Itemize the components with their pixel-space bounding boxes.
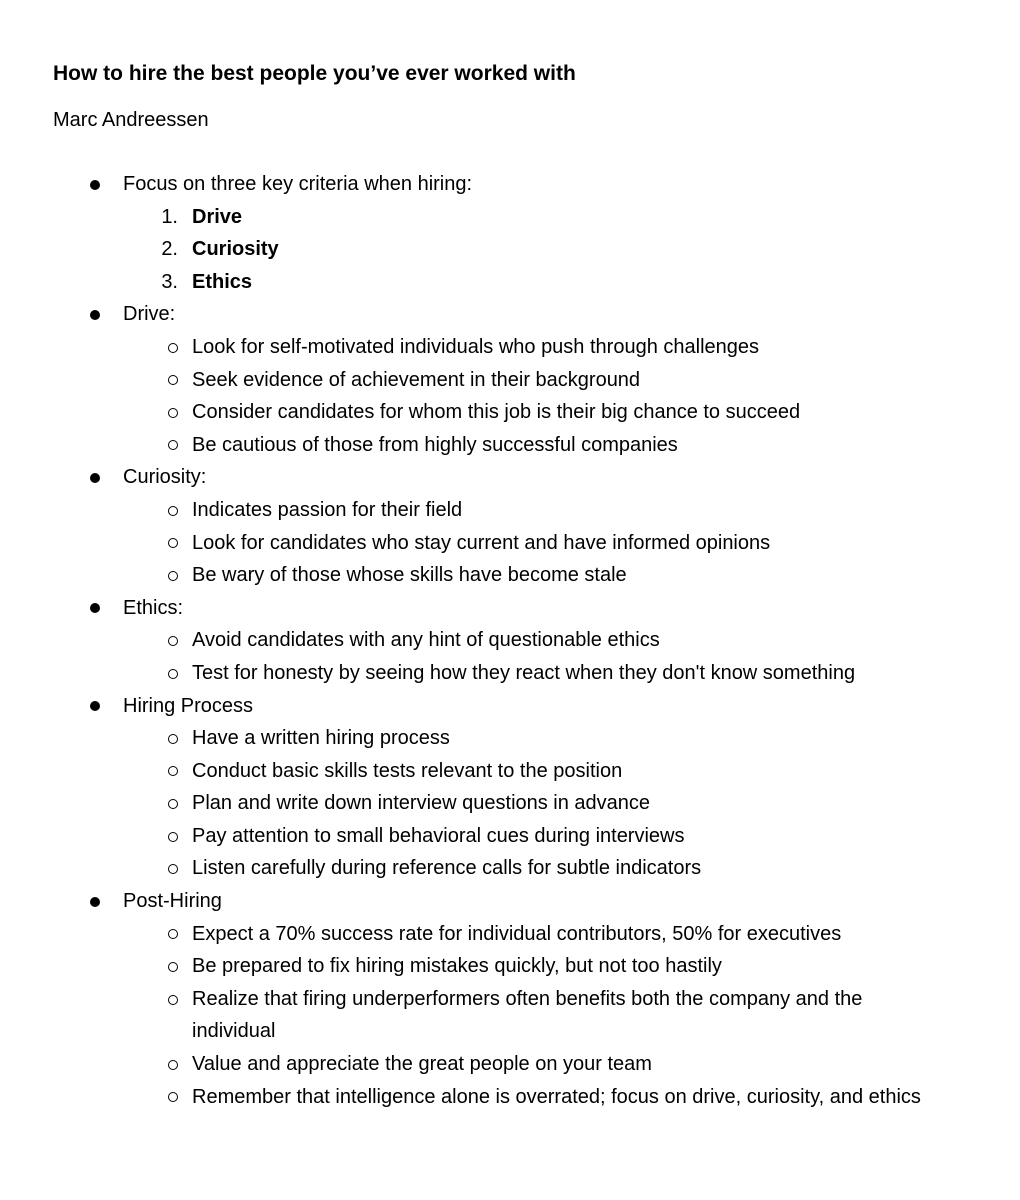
sub-item-text: Value and appreciate the great people on your team bbox=[192, 1053, 652, 1076]
sub-bullet-item bbox=[0, 787, 1020, 820]
sub-item-text: Listen carefully during reference calls for subtle indicators bbox=[192, 857, 702, 880]
bullet-item-text: Post-Hiring bbox=[123, 890, 222, 913]
sub-bullet-item bbox=[0, 1048, 1020, 1081]
list-number: 2. bbox=[161, 238, 178, 261]
list-number: 3. bbox=[161, 270, 178, 293]
bullet-ring-icon bbox=[150, 364, 178, 397]
bullet-item bbox=[0, 690, 1020, 723]
bullet-ring-icon bbox=[150, 950, 178, 983]
sub-item-text: Test for honesty by seeing how they react when they don't know something bbox=[192, 661, 856, 684]
bullet-ring-icon bbox=[150, 755, 178, 788]
outline-list bbox=[0, 168, 1020, 1146]
bullet-item-text: Curiosity: bbox=[123, 466, 207, 489]
sub-bullet-item bbox=[0, 983, 1020, 1048]
bullet-ring-icon bbox=[150, 429, 178, 462]
sub-bullet-item bbox=[0, 820, 1020, 853]
sub-bullet-item bbox=[0, 950, 1020, 983]
sub-bullet-item bbox=[0, 396, 1020, 429]
sub-bullet-item bbox=[0, 494, 1020, 527]
sub-bullet-item bbox=[0, 722, 1020, 755]
sub-item-text: Avoid candidates with any hint of questionable ethics bbox=[192, 629, 660, 652]
sub-bullet-item bbox=[0, 559, 1020, 592]
sub-item-text: Look for candidates who stay current and have informed opinions bbox=[192, 531, 771, 554]
sub-bullet-item bbox=[0, 331, 1020, 364]
bullet-ring-icon bbox=[150, 722, 178, 755]
bullet-item-text: Hiring Process bbox=[123, 694, 254, 717]
sub-item-text: Seek evidence of achievement in their background bbox=[192, 368, 641, 391]
bullet-dot-icon bbox=[86, 168, 104, 201]
bullet-ring-icon bbox=[150, 396, 178, 429]
sub-item-text: Realize that firing underperformers often benefits both the company and the individual bbox=[192, 987, 863, 1043]
sub-item-text: Conduct basic skills tests relevant to the position bbox=[192, 759, 623, 782]
bullet-ring-icon bbox=[150, 527, 178, 560]
bullet-ring-icon bbox=[150, 624, 178, 657]
bullet-item-text: Drive: bbox=[123, 303, 176, 326]
sub-item-text: Ethics bbox=[192, 270, 253, 293]
bullet-ring-icon bbox=[150, 852, 178, 885]
bullet-dot-icon bbox=[86, 298, 104, 331]
document-title: How to hire the best people you’ve ever worked with bbox=[53, 62, 576, 85]
bullet-item-text: Focus on three key criteria when hiring: bbox=[123, 173, 473, 195]
sub-item-text: Expect a 70% success rate for individual contributors, 50% for executives bbox=[192, 922, 842, 945]
bullet-ring-icon bbox=[150, 787, 178, 820]
bullet-item bbox=[0, 461, 1020, 494]
sub-bullet-item bbox=[0, 918, 1020, 951]
bullet-item bbox=[0, 592, 1020, 625]
bullet-item bbox=[0, 168, 1020, 201]
bullet-ring-icon bbox=[150, 494, 178, 527]
bullet-item bbox=[0, 885, 1020, 918]
bullet-item-text: Ethics: bbox=[123, 596, 184, 619]
bullet-ring-icon bbox=[150, 918, 178, 951]
numbered-item bbox=[0, 201, 1020, 234]
sub-item-text: Be wary of those whose skills have become stale bbox=[192, 564, 627, 587]
sub-bullet-item bbox=[0, 657, 1020, 690]
sub-bullet-item bbox=[0, 1081, 1020, 1146]
document-author: Marc Andreessen bbox=[53, 109, 209, 131]
bullet-item bbox=[0, 298, 1020, 331]
bullet-ring-icon bbox=[150, 983, 178, 1016]
numbered-item bbox=[0, 266, 1020, 299]
bullet-dot-icon bbox=[86, 592, 104, 625]
sub-bullet-item bbox=[0, 429, 1020, 462]
sub-item-text: Pay attention to small behavioral cues during interviews bbox=[192, 824, 685, 847]
sub-item-text: Plan and write down interview questions in advance bbox=[192, 792, 651, 815]
sub-item-text: Remember that intelligence alone is overrated; focus on drive, curiosity, and ethics bbox=[192, 1085, 921, 1108]
bullet-ring-icon bbox=[150, 820, 178, 853]
sub-item-text: Indicates passion for their field bbox=[192, 498, 463, 521]
sub-item-text: Be cautious of those from highly successful companies bbox=[192, 433, 678, 456]
sub-bullet-item bbox=[0, 364, 1020, 397]
numbered-item bbox=[0, 233, 1020, 266]
sub-item-text: Be prepared to fix hiring mistakes quickly, but not too hastily bbox=[192, 955, 722, 978]
sub-item-text: Curiosity bbox=[192, 238, 279, 261]
sub-bullet-item bbox=[0, 852, 1020, 885]
bullet-dot-icon bbox=[86, 461, 104, 494]
bullet-dot-icon bbox=[86, 690, 104, 723]
sub-bullet-item bbox=[0, 527, 1020, 560]
bullet-ring-icon bbox=[150, 331, 178, 364]
bullet-dot-icon bbox=[86, 885, 104, 918]
bullet-ring-icon bbox=[150, 1081, 178, 1114]
sub-item-text: Have a written hiring process bbox=[192, 727, 450, 750]
sub-item-text: Consider candidates for whom this job is their big chance to succeed bbox=[192, 401, 801, 424]
bullet-ring-icon bbox=[150, 559, 178, 592]
sub-item-text: Look for self-motivated individuals who push through challenges bbox=[192, 335, 760, 358]
sub-bullet-item bbox=[0, 755, 1020, 788]
bullet-ring-icon bbox=[150, 657, 178, 690]
list-number: 1. bbox=[161, 205, 178, 228]
bullet-ring-icon bbox=[150, 1048, 178, 1081]
sub-bullet-item bbox=[0, 624, 1020, 657]
sub-item-text: Drive bbox=[192, 205, 243, 228]
